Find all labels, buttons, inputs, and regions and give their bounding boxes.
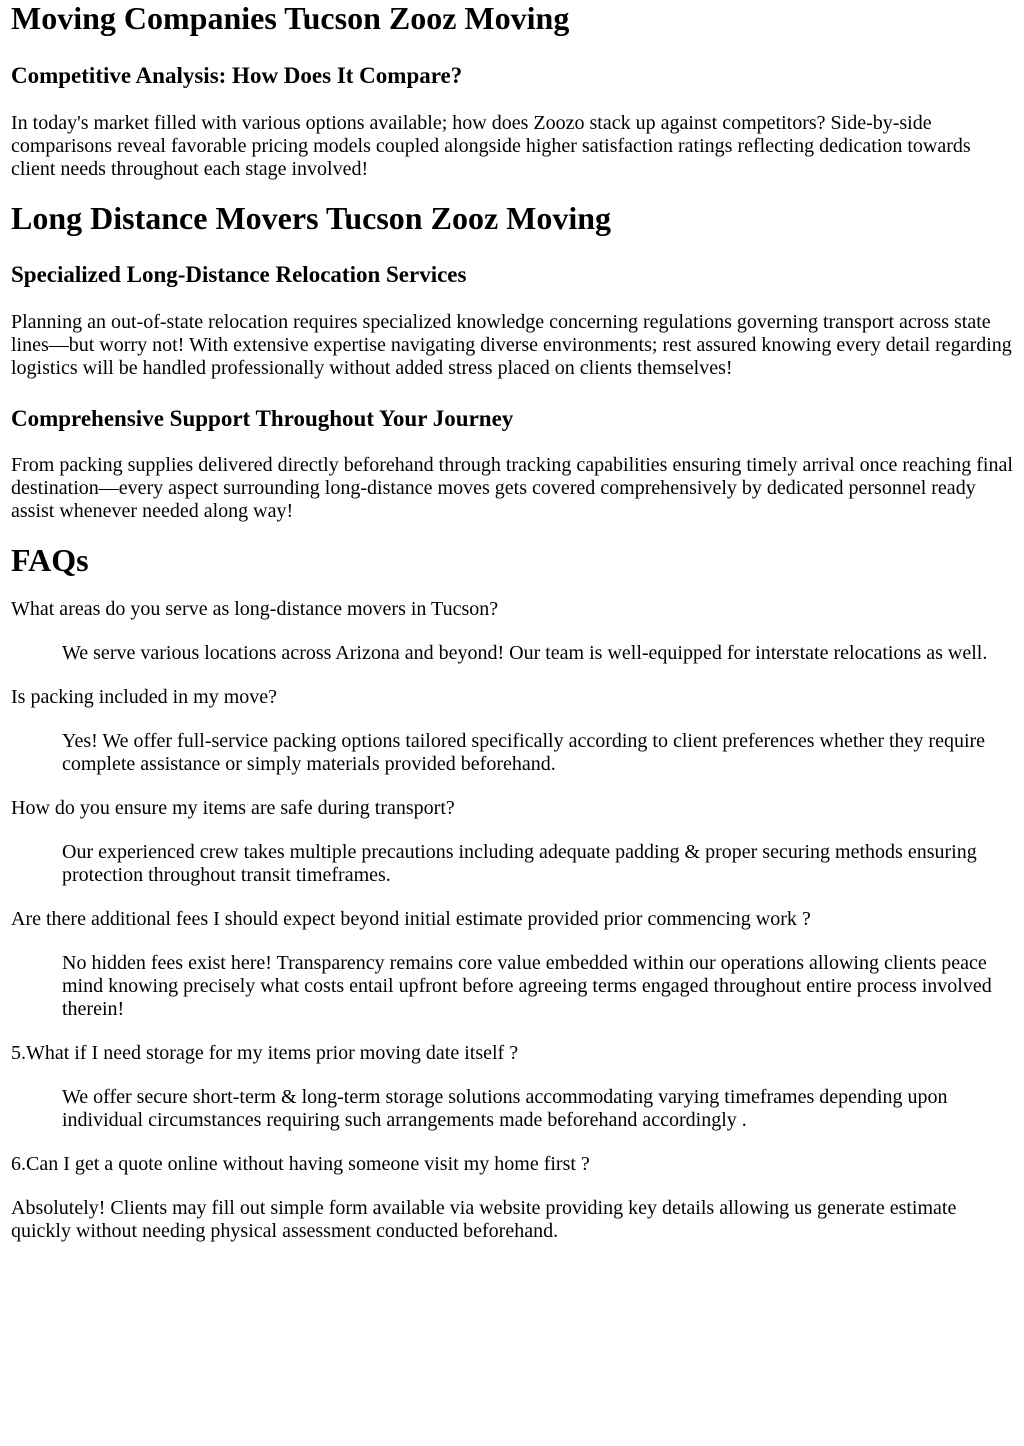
faq-question: 5.What if I need storage for my items prior moving date itself ?	[11, 1042, 519, 1064]
faq-answer: We serve various locations across Arizona and beyond! Our team is well-equipped for interstate relocations as well.	[62, 642, 988, 664]
section-subheading-competitive-analysis: Competitive Analysis: How Does It Compare?	[11, 63, 463, 88]
faq-question: 6.Can I get a quote online without having someone visit my home first ?	[11, 1153, 590, 1175]
faq-list	[11, 598, 1014, 1243]
faq-answer: Yes! We offer full-service packing options tailored specifically according to client preferences whether they require complete assistance or simply materials provided beforehand.	[62, 730, 986, 775]
faq-answer: No hidden fees exist here! Transparency remains core value embedded within our operations allowing clients peace mind knowing precisely what costs entail upfront before agreeing terms engaged throughout entire process involved therein!	[62, 952, 992, 1020]
section-subheading-comprehensive-support: Comprehensive Support Throughout Your Journey	[11, 406, 514, 431]
paragraph-competitive-analysis: In today's market filled with various options available; how does Zoozo stack up against competitors? Side-by-side comparisons reveal favorable pricing models coupled alongside higher satisfaction ratings reflecting dedication towards client needs throughout each stage involved!	[11, 112, 971, 180]
faq-question: How do you ensure my items are safe during transport?	[11, 797, 455, 819]
faq-answer: We offer secure short-term & long-term storage solutions accommodating varying timeframes depending upon individual circumstances requiring such arrangements made beforehand accordingly .	[62, 1086, 948, 1131]
faq-question: What areas do you serve as long-distance movers in Tucson?	[11, 598, 499, 620]
faq-answer: Our experienced crew takes multiple precautions including adequate padding & proper securing methods ensuring protection throughout transit timeframes.	[62, 841, 977, 886]
faq-question: Are there additional fees I should expect beyond initial estimate provided prior commencing work ?	[11, 908, 811, 930]
paragraph-comprehensive-support: From packing supplies delivered directly beforehand through tracking capabilities ensuring timely arrival once reaching final destination—every aspect surrounding long-distance moves gets covered comprehensively by dedicated personnel ready assist whenever needed along way!	[11, 454, 1013, 522]
section-subheading-specialized-services: Specialized Long-Distance Relocation Services	[11, 262, 467, 287]
faq-question: Is packing included in my move?	[11, 686, 278, 708]
faq-heading: FAQs	[11, 542, 89, 578]
page-title: Moving Companies Tucson Zooz Moving	[11, 0, 570, 36]
paragraph-specialized-services: Planning an out-of-state relocation requires specialized knowledge concerning regulations governing transport across state lines—but worry not! With extensive expertise navigating diverse environments; rest assured knowing every detail regarding logistics will be handled professionally without added stress placed on clients themselves!	[11, 311, 1012, 379]
faq-answer: Absolutely! Clients may fill out simple form available via website providing key details allowing us generate estimate quickly without needing physical assessment conducted beforehand.	[11, 1197, 957, 1242]
section-heading-long-distance: Long Distance Movers Tucson Zooz Moving	[11, 200, 612, 236]
